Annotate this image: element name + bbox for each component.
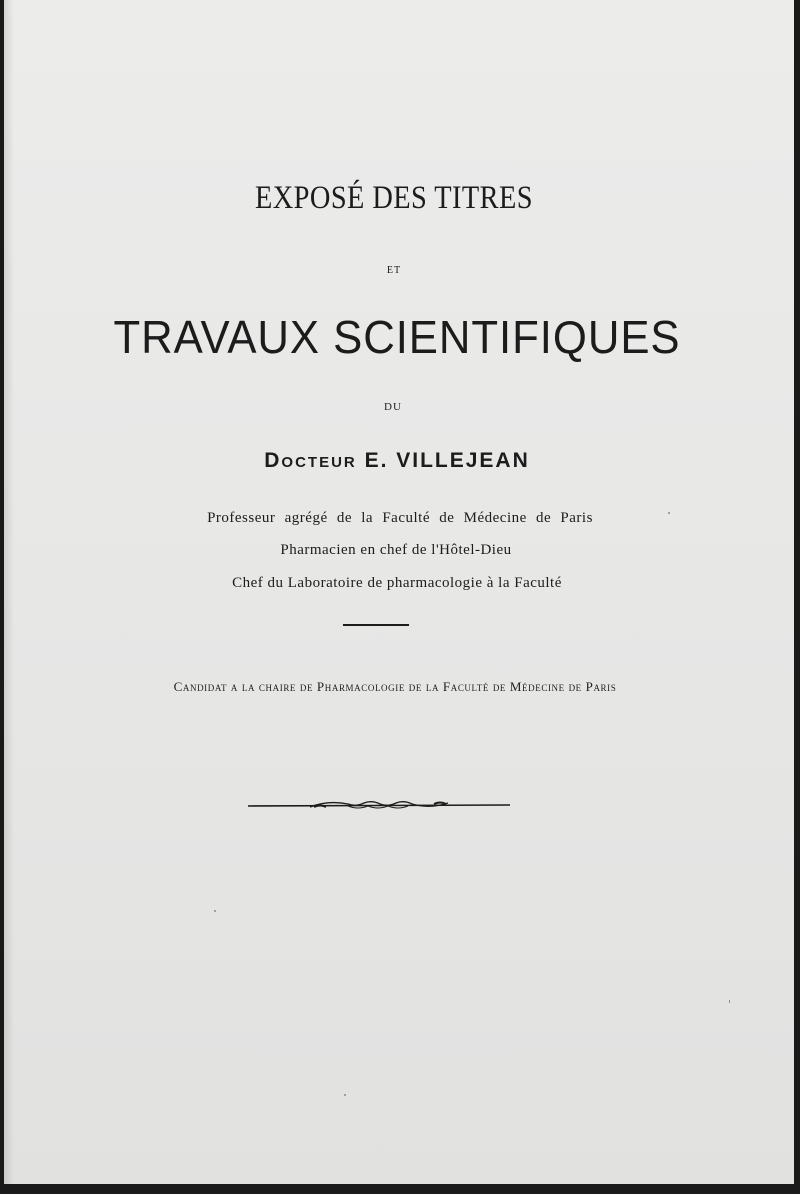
candidacy-line: Candidat a la chaire de Pharmacologie de la Faculté de Médecine de Paris: [173, 679, 617, 694]
conjunction: ET: [386, 265, 402, 276]
title-line-2: TRAVAUX SCIENTIFIQUES: [113, 311, 681, 363]
title-line-1: EXPOSÉ DES TITRES: [254, 180, 533, 216]
paper-speck: [344, 1094, 346, 1096]
position-line-3: Chef du Laboratoire de pharmacologie à la Faculté: [232, 575, 562, 591]
short-rule: [343, 624, 409, 626]
position-line-1: Professeur agrégé de la Faculté de Médecine de Paris: [207, 510, 593, 526]
paper-speck: [214, 910, 216, 912]
ornament-divider-icon: [248, 796, 510, 816]
preposition: DU: [384, 401, 402, 413]
paper-speck: [729, 1000, 730, 1003]
author-name: Docteur E. VILLEJEAN: [264, 449, 530, 472]
title-page: [4, 0, 794, 1184]
paper-speck: [668, 512, 670, 514]
position-line-2: Pharmacien en chef de l'Hôtel-Dieu: [280, 542, 512, 558]
